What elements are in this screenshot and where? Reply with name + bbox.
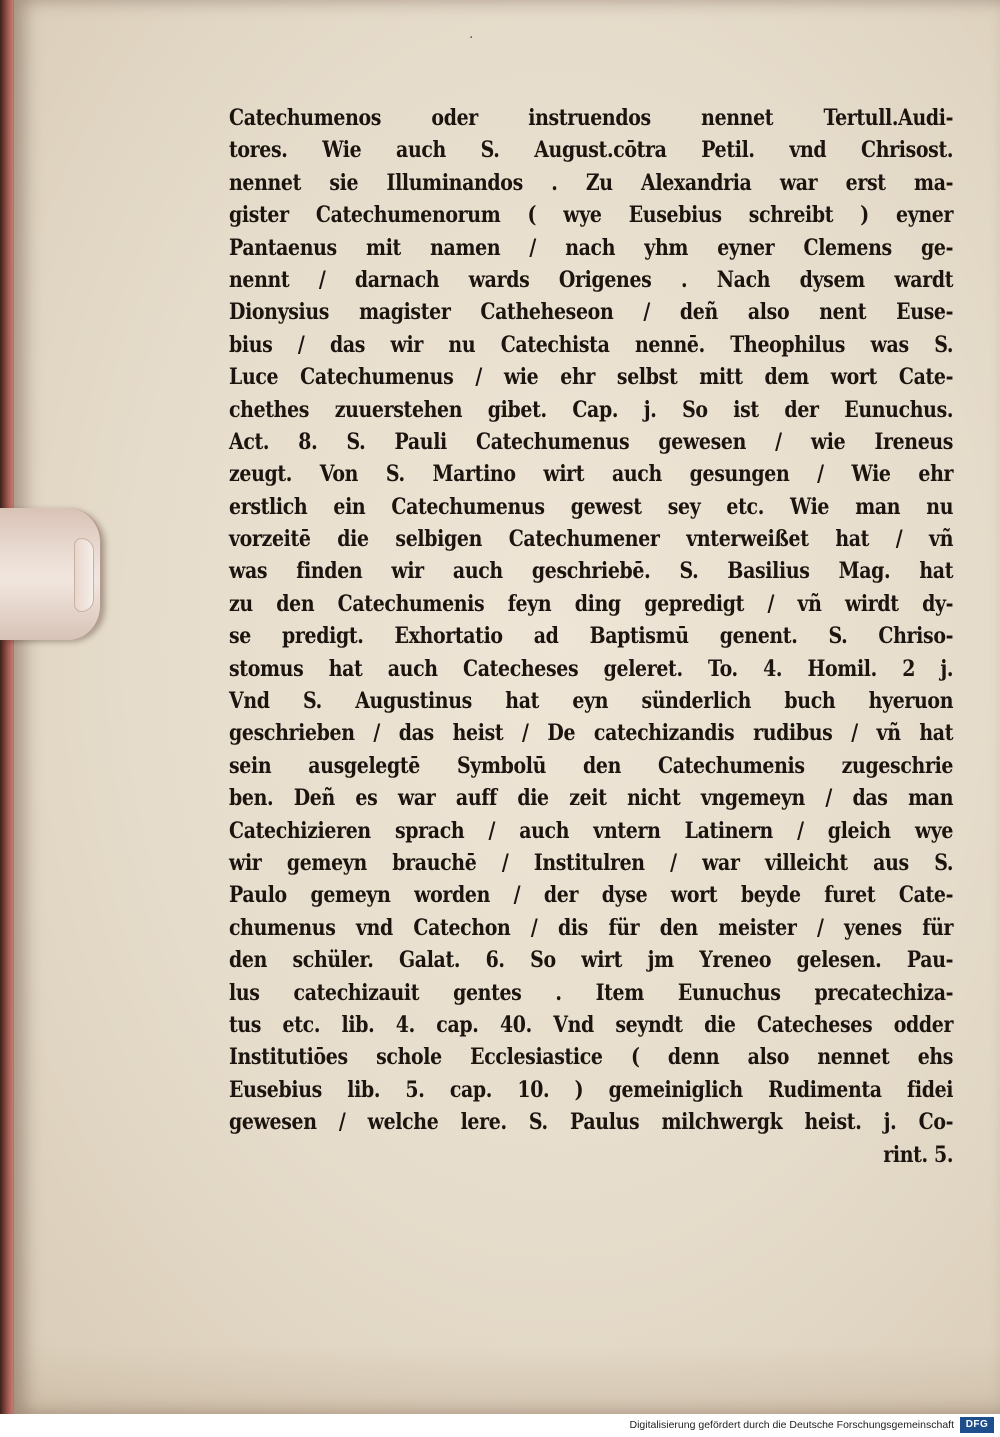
text-line: Dionysius magister Catheheseon / deñ also nent Euse- bbox=[229, 299, 954, 326]
text-line: ben. Deñ es war auff die zeit nicht vngemeyn / das man bbox=[229, 785, 954, 812]
text-line: zu den Catechumenis feyn ding gepredigt / vñ wirdt dy- bbox=[229, 590, 954, 617]
footer-bar bbox=[0, 1414, 1000, 1437]
text-line: Institutiōes schole Ecclesiastice ( denn also nennet ehs bbox=[229, 1044, 954, 1071]
text-line: wir gemeyn brauchē / Institulren / war villeicht aus S. bbox=[229, 849, 954, 876]
text-line: nennt / darnach wards Origenes . Nach dysem wardt bbox=[229, 266, 954, 293]
thumbnail-nail bbox=[74, 538, 94, 612]
text-line: geschrieben / das heist / De catechizandis rudibus / vñ hat bbox=[229, 720, 954, 747]
text-line: Vnd S. Augustinus hat eyn sünderlich buch hyeruon bbox=[229, 688, 954, 715]
text-line: Catechizieren sprach / auch vntern Latinern / gleich wye bbox=[229, 817, 954, 844]
text-line: tus etc. lib. 4. cap. 40. Vnd seyndt die Catecheses odder bbox=[229, 1011, 954, 1038]
text-line: Paulo gemeyn worden / der dyse wort beyde furet Cate- bbox=[229, 882, 954, 909]
text-line: Act. 8. S. Pauli Catechumenus gewesen / wie Ireneus bbox=[229, 428, 954, 455]
text-line: stomus hat auch Catecheses geleret. To. 4. Homil. 2 j. bbox=[229, 655, 954, 682]
text-line: se predigt. Exhortatio ad Baptismū genent. S. Chriso- bbox=[229, 623, 954, 650]
text-line: Luce Catechumenus / wie ehr selbst mitt dem wort Cate- bbox=[229, 364, 954, 391]
text-line: was finden wir auch geschriebē. S. Basilius Mag. hat bbox=[229, 558, 954, 585]
text-block bbox=[229, 102, 953, 1171]
text-line: chumenus vnd Catechon / dis für den meister / yenes für bbox=[229, 914, 954, 941]
text-line-final: rint. 5. bbox=[883, 1141, 954, 1168]
text-line: gewesen / welche lere. S. Paulus milchwergk heist. j. Co- bbox=[229, 1109, 954, 1136]
text-line: bius / das wir nu Catechista nennē. Theophilus was S. bbox=[229, 331, 954, 358]
text-line: den schüler. Galat. 6. So wirt jm Yreneo gelesen. Pau- bbox=[229, 947, 954, 974]
page-mark: · bbox=[469, 30, 474, 46]
text-line: Catechumenos oder instruendos nennet Tertull.Audi- bbox=[229, 105, 954, 131]
text-line: erstlich ein Catechumenus gewest sey etc. Wie man nu bbox=[229, 493, 954, 520]
text-line: vorzeitē die selbigen Catechumener vnterweißet hat / vñ bbox=[229, 526, 954, 553]
text-line: tores. Wie auch S. August.cōtra Petil. vnd Chrisost. bbox=[229, 137, 954, 164]
thumb-image bbox=[0, 508, 102, 640]
text-line: Eusebius lib. 5. cap. 10. ) gemeiniglich Rudimenta fidei bbox=[229, 1076, 954, 1103]
text-line: Pantaenus mit namen / nach yhm eyner Clemens ge- bbox=[229, 234, 954, 261]
dfg-logo: DFG bbox=[960, 1417, 994, 1433]
text-line: sein ausgelegtē Symbolū den Catechumenis zugeschrie bbox=[229, 752, 954, 779]
text-line: chethes zuuerstehen gibet. Cap. j. So ist der Eunuchus. bbox=[229, 396, 954, 423]
text-line: zeugt. Von S. Martino wirt auch gesungen / Wie ehr bbox=[229, 461, 954, 488]
text-line: gister Catechumenorum ( wye Eusebius schreibt ) eyner bbox=[229, 202, 954, 229]
footer-credit: Digitalisierung gefördert durch die Deutsche Forschungsgemeinschaft bbox=[629, 1419, 954, 1431]
text-line: lus catechizauit gentes . Item Eunuchus precatechiza- bbox=[229, 979, 954, 1006]
text-line: nennet sie Illuminandos . Zu Alexandria war erst ma- bbox=[229, 169, 954, 196]
